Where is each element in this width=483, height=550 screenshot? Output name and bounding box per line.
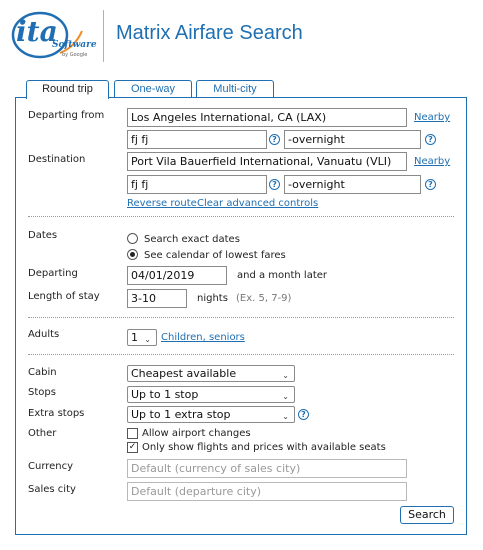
destination-label: Destination xyxy=(28,154,86,165)
radio-exact-dates[interactable] xyxy=(127,233,138,244)
help-icon[interactable]: ? xyxy=(298,409,309,420)
chevron-down-icon: ⌄ xyxy=(282,392,289,401)
departing-label: Departing xyxy=(28,268,78,279)
only-available-seats-label: Only show flights and prices with available seats xyxy=(142,442,386,453)
adults-select-value: 1 xyxy=(131,331,138,344)
help-icon[interactable]: ? xyxy=(425,134,436,145)
logo-text: ita xyxy=(16,15,58,48)
radio-calendar-lowest-fares[interactable] xyxy=(127,249,138,260)
length-of-stay-input[interactable]: 3-10 xyxy=(127,289,187,308)
adults-select[interactable] xyxy=(127,329,157,346)
extra-stops-select[interactable] xyxy=(127,406,295,423)
stops-select-value: Up to 1 stop xyxy=(131,388,199,401)
logo-sub: Software xyxy=(52,40,97,50)
page-title: Matrix Airfare Search xyxy=(116,22,303,44)
logo-by: by Google xyxy=(62,52,88,58)
tab-multi-city[interactable]: Multi-city xyxy=(196,80,274,98)
destination-nearby-link[interactable]: Nearby xyxy=(414,156,451,167)
reverse-route-link[interactable]: Reverse route xyxy=(127,198,197,209)
stay-hint: (Ex. 5, 7-9) xyxy=(236,293,292,304)
exact-dates-label: Search exact dates xyxy=(144,234,240,245)
departing-date-input[interactable]: 04/01/2019 xyxy=(127,266,227,285)
help-icon[interactable]: ? xyxy=(269,134,280,145)
departing-suffix: and a month later xyxy=(237,270,328,281)
children-seniors-link[interactable]: Children, seniors xyxy=(161,332,245,343)
dates-label: Dates xyxy=(28,230,58,241)
calendar-lowest-fares-label: See calendar of lowest fares xyxy=(144,250,286,261)
origin-extension-input[interactable]: -overnight xyxy=(284,130,421,149)
help-icon[interactable]: ? xyxy=(425,179,436,190)
chevron-down-icon: ⌄ xyxy=(144,335,151,344)
search-form-panel xyxy=(15,97,467,535)
divider xyxy=(28,354,454,355)
help-icon[interactable]: ? xyxy=(269,179,280,190)
stops-label: Stops xyxy=(28,387,56,398)
ita-software-logo xyxy=(10,9,97,63)
only-available-seats-checkbox[interactable]: ✓ xyxy=(128,442,137,452)
other-label: Other xyxy=(28,428,57,439)
stops-select[interactable] xyxy=(127,386,295,403)
origin-nearby-link[interactable]: Nearby xyxy=(414,112,451,123)
clear-advanced-controls-link[interactable]: Clear advanced controls xyxy=(197,198,319,209)
tab-one-way[interactable]: One-way xyxy=(114,80,192,98)
sales-city-input[interactable]: Default (departure city) xyxy=(127,482,407,501)
cabin-label: Cabin xyxy=(28,367,57,378)
divider xyxy=(28,216,454,217)
chevron-down-icon: ⌄ xyxy=(282,371,289,380)
divider xyxy=(28,317,454,318)
currency-input[interactable]: Default (currency of sales city) xyxy=(127,459,407,478)
currency-label: Currency xyxy=(28,461,74,472)
header-divider xyxy=(103,10,104,62)
departing-from-label: Departing from xyxy=(28,110,105,121)
allow-airport-changes-label: Allow airport changes xyxy=(142,428,251,439)
adults-label: Adults xyxy=(28,329,60,340)
extra-stops-label: Extra stops xyxy=(28,408,85,419)
length-of-stay-label: Length of stay xyxy=(28,291,100,302)
cabin-select-value: Cheapest available xyxy=(131,367,237,380)
origin-input[interactable]: Los Angeles International, CA (LAX) xyxy=(127,108,407,127)
nights-label: nights xyxy=(197,293,228,304)
allow-airport-changes-checkbox[interactable] xyxy=(127,428,138,439)
extra-stops-select-value: Up to 1 extra stop xyxy=(131,408,231,421)
origin-routing-input[interactable]: fj fj xyxy=(127,130,267,149)
sales-city-label: Sales city xyxy=(28,484,76,495)
destination-routing-input[interactable]: fj fj xyxy=(127,175,267,194)
chevron-down-icon: ⌄ xyxy=(282,412,289,421)
tab-round-trip[interactable]: Round trip xyxy=(26,80,109,99)
cabin-select[interactable] xyxy=(127,365,295,382)
search-button[interactable]: Search xyxy=(400,506,454,524)
destination-extension-input[interactable]: -overnight xyxy=(284,175,421,194)
destination-input[interactable]: Port Vila Bauerfield International, Vanuatu (VLI) xyxy=(127,152,407,171)
